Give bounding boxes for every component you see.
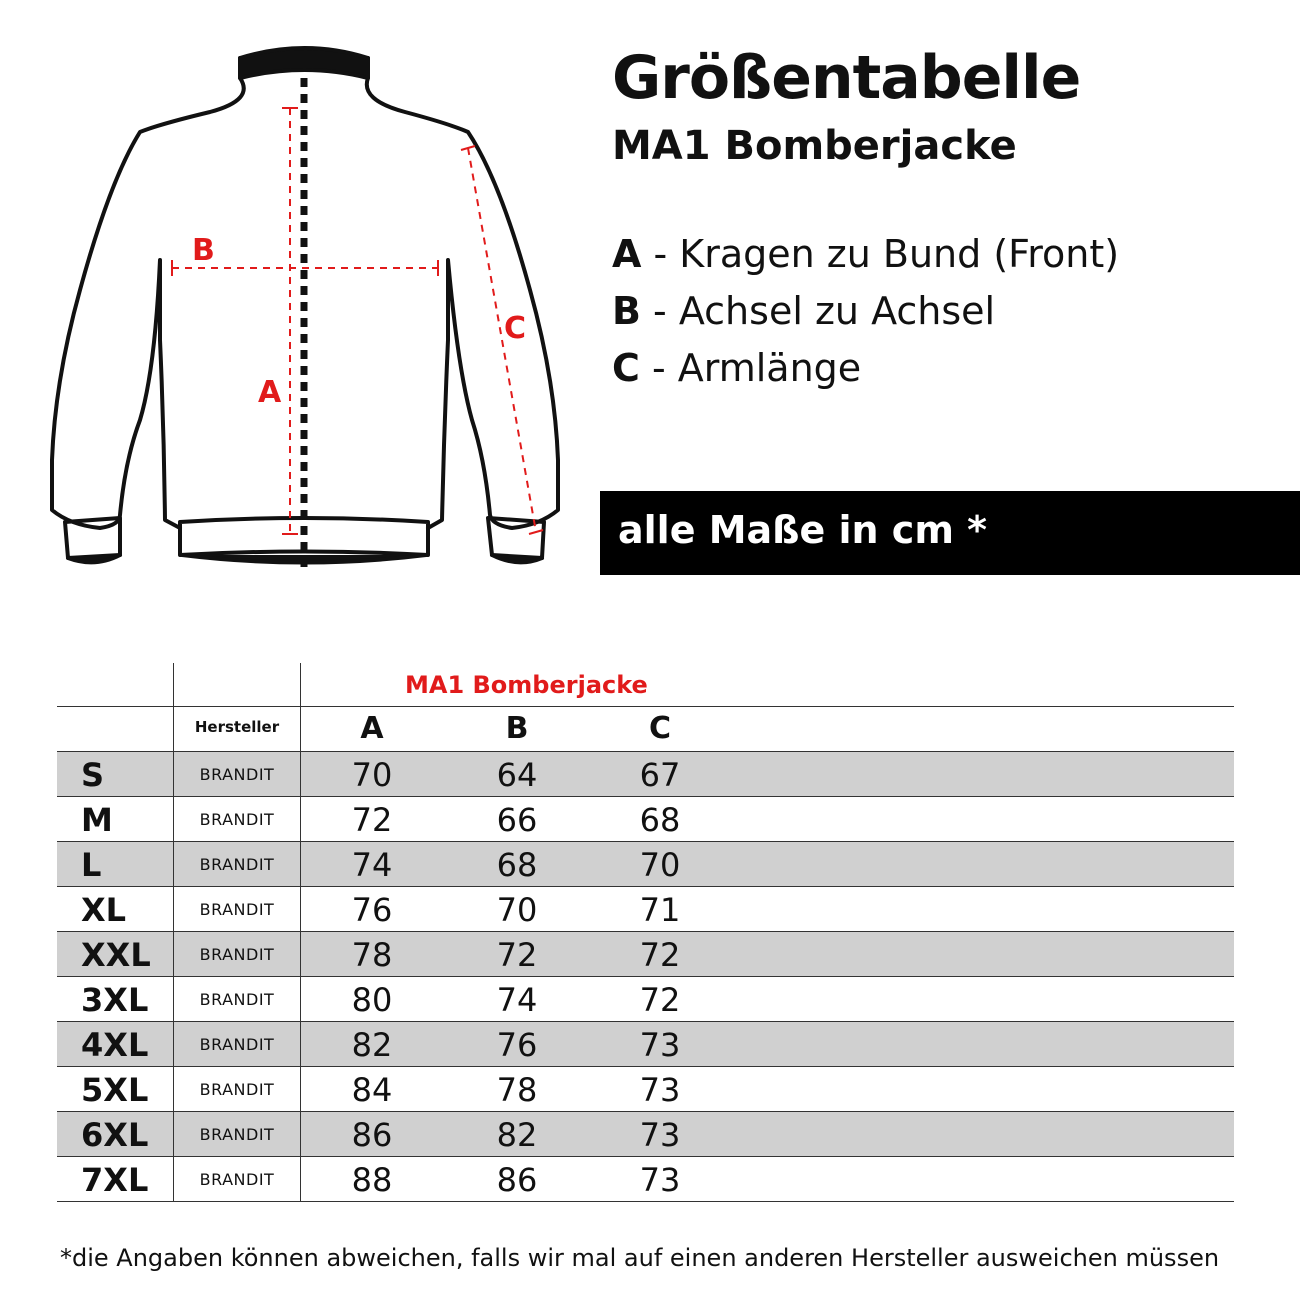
label-b: B bbox=[192, 233, 215, 268]
value-cell-a: 74 bbox=[351, 846, 393, 884]
jacket-diagram bbox=[40, 40, 580, 580]
measurement-guides bbox=[172, 108, 536, 534]
size-label: M bbox=[81, 801, 113, 839]
legend-text: - Achsel zu Achsel bbox=[640, 289, 996, 333]
value-cell-a: 80 bbox=[351, 981, 393, 1019]
manufacturer-cell: BRANDIT bbox=[199, 945, 275, 964]
table-divider bbox=[57, 841, 1234, 842]
column-divider bbox=[173, 663, 174, 1202]
legend-key: C bbox=[612, 346, 640, 390]
value-cell-b: 78 bbox=[496, 1071, 538, 1109]
column-header-b: B bbox=[505, 711, 529, 746]
legend-text: - Armlänge bbox=[639, 346, 862, 390]
table-row bbox=[57, 797, 1234, 842]
value-cell-c: 73 bbox=[639, 1071, 681, 1109]
value-cell-a: 86 bbox=[351, 1116, 393, 1154]
value-cell-a: 76 bbox=[351, 891, 393, 929]
size-table bbox=[57, 663, 1234, 1202]
value-cell-c: 71 bbox=[639, 891, 681, 929]
table-row bbox=[57, 977, 1234, 1022]
value-cell-a: 70 bbox=[351, 756, 393, 794]
value-cell-c: 67 bbox=[639, 756, 681, 794]
value-cell-a: 78 bbox=[351, 936, 393, 974]
label-a: A bbox=[258, 375, 282, 410]
legend-item-a bbox=[612, 226, 1119, 283]
page-subtitle: MA1 Bomberjacke bbox=[612, 123, 1017, 169]
table-row bbox=[57, 842, 1234, 887]
legend-item-c bbox=[612, 340, 1119, 397]
table-divider bbox=[57, 976, 1234, 977]
manufacturer-header: Hersteller bbox=[194, 718, 280, 736]
value-cell-a: 82 bbox=[351, 1026, 393, 1064]
table-row bbox=[57, 932, 1234, 977]
legend-text: - Kragen zu Bund (Front) bbox=[641, 232, 1120, 276]
table-divider bbox=[57, 1066, 1234, 1067]
column-divider bbox=[300, 663, 301, 1202]
value-cell-a: 72 bbox=[351, 801, 393, 839]
size-label: 4XL bbox=[81, 1026, 149, 1064]
value-cell-b: 70 bbox=[496, 891, 538, 929]
units-banner bbox=[600, 491, 1300, 575]
label-c: C bbox=[504, 311, 527, 346]
size-label: XXL bbox=[81, 936, 151, 974]
measurement-legend bbox=[612, 226, 1119, 397]
size-label: S bbox=[81, 756, 105, 794]
size-label: XL bbox=[81, 891, 127, 929]
value-cell-b: 82 bbox=[496, 1116, 538, 1154]
table-divider bbox=[57, 1111, 1234, 1112]
value-cell-b: 74 bbox=[496, 981, 538, 1019]
value-cell-c: 73 bbox=[639, 1161, 681, 1199]
value-cell-c: 72 bbox=[639, 981, 681, 1019]
table-group-title: MA1 Bomberjacke bbox=[405, 671, 648, 699]
manufacturer-cell: BRANDIT bbox=[199, 900, 275, 919]
value-cell-b: 86 bbox=[496, 1161, 538, 1199]
table-divider bbox=[57, 796, 1234, 797]
manufacturer-cell: BRANDIT bbox=[199, 1170, 275, 1189]
table-row bbox=[57, 1022, 1234, 1067]
units-note: alle Maße in cm * bbox=[618, 508, 988, 552]
size-label: 5XL bbox=[81, 1071, 149, 1109]
table-divider bbox=[57, 931, 1234, 932]
value-cell-b: 76 bbox=[496, 1026, 538, 1064]
table-divider bbox=[57, 706, 1234, 707]
table-divider bbox=[57, 751, 1234, 752]
manufacturer-cell: BRANDIT bbox=[199, 1080, 275, 1099]
size-label: 3XL bbox=[81, 981, 149, 1019]
size-label: 6XL bbox=[81, 1116, 149, 1154]
legend-key: A bbox=[612, 232, 642, 276]
page-title: Größentabelle bbox=[612, 43, 1081, 113]
manufacturer-cell: BRANDIT bbox=[199, 1035, 275, 1054]
table-divider bbox=[57, 1156, 1234, 1157]
legend-key: B bbox=[612, 289, 641, 333]
table-row bbox=[57, 1067, 1234, 1112]
column-header-a: A bbox=[360, 711, 384, 746]
manufacturer-cell: BRANDIT bbox=[199, 855, 275, 874]
column-header-c: C bbox=[648, 711, 672, 746]
value-cell-c: 73 bbox=[639, 1026, 681, 1064]
value-cell-c: 68 bbox=[639, 801, 681, 839]
value-cell-b: 72 bbox=[496, 936, 538, 974]
size-label: L bbox=[81, 846, 102, 884]
table-divider bbox=[57, 1201, 1234, 1202]
manufacturer-cell: BRANDIT bbox=[199, 1125, 275, 1144]
table-divider bbox=[57, 1021, 1234, 1022]
value-cell-c: 70 bbox=[639, 846, 681, 884]
measurement-ticks bbox=[172, 108, 543, 534]
value-cell-b: 64 bbox=[496, 756, 538, 794]
table-row bbox=[57, 887, 1234, 932]
value-cell-c: 73 bbox=[639, 1116, 681, 1154]
value-cell-c: 72 bbox=[639, 936, 681, 974]
table-row bbox=[57, 1157, 1234, 1202]
legend-item-b bbox=[612, 283, 1119, 340]
value-cell-a: 88 bbox=[351, 1161, 393, 1199]
value-cell-b: 66 bbox=[496, 801, 538, 839]
manufacturer-cell: BRANDIT bbox=[199, 810, 275, 829]
size-label: 7XL bbox=[81, 1161, 149, 1199]
footnote: *die Angaben können abweichen, falls wir mal auf einen anderen Hersteller ausweichen müssen bbox=[60, 1244, 1220, 1272]
manufacturer-cell: BRANDIT bbox=[199, 990, 275, 1009]
value-cell-b: 68 bbox=[496, 846, 538, 884]
table-row bbox=[57, 752, 1234, 797]
manufacturer-cell: BRANDIT bbox=[199, 765, 275, 784]
table-divider bbox=[57, 886, 1234, 887]
table-row bbox=[57, 1112, 1234, 1157]
value-cell-a: 84 bbox=[351, 1071, 393, 1109]
